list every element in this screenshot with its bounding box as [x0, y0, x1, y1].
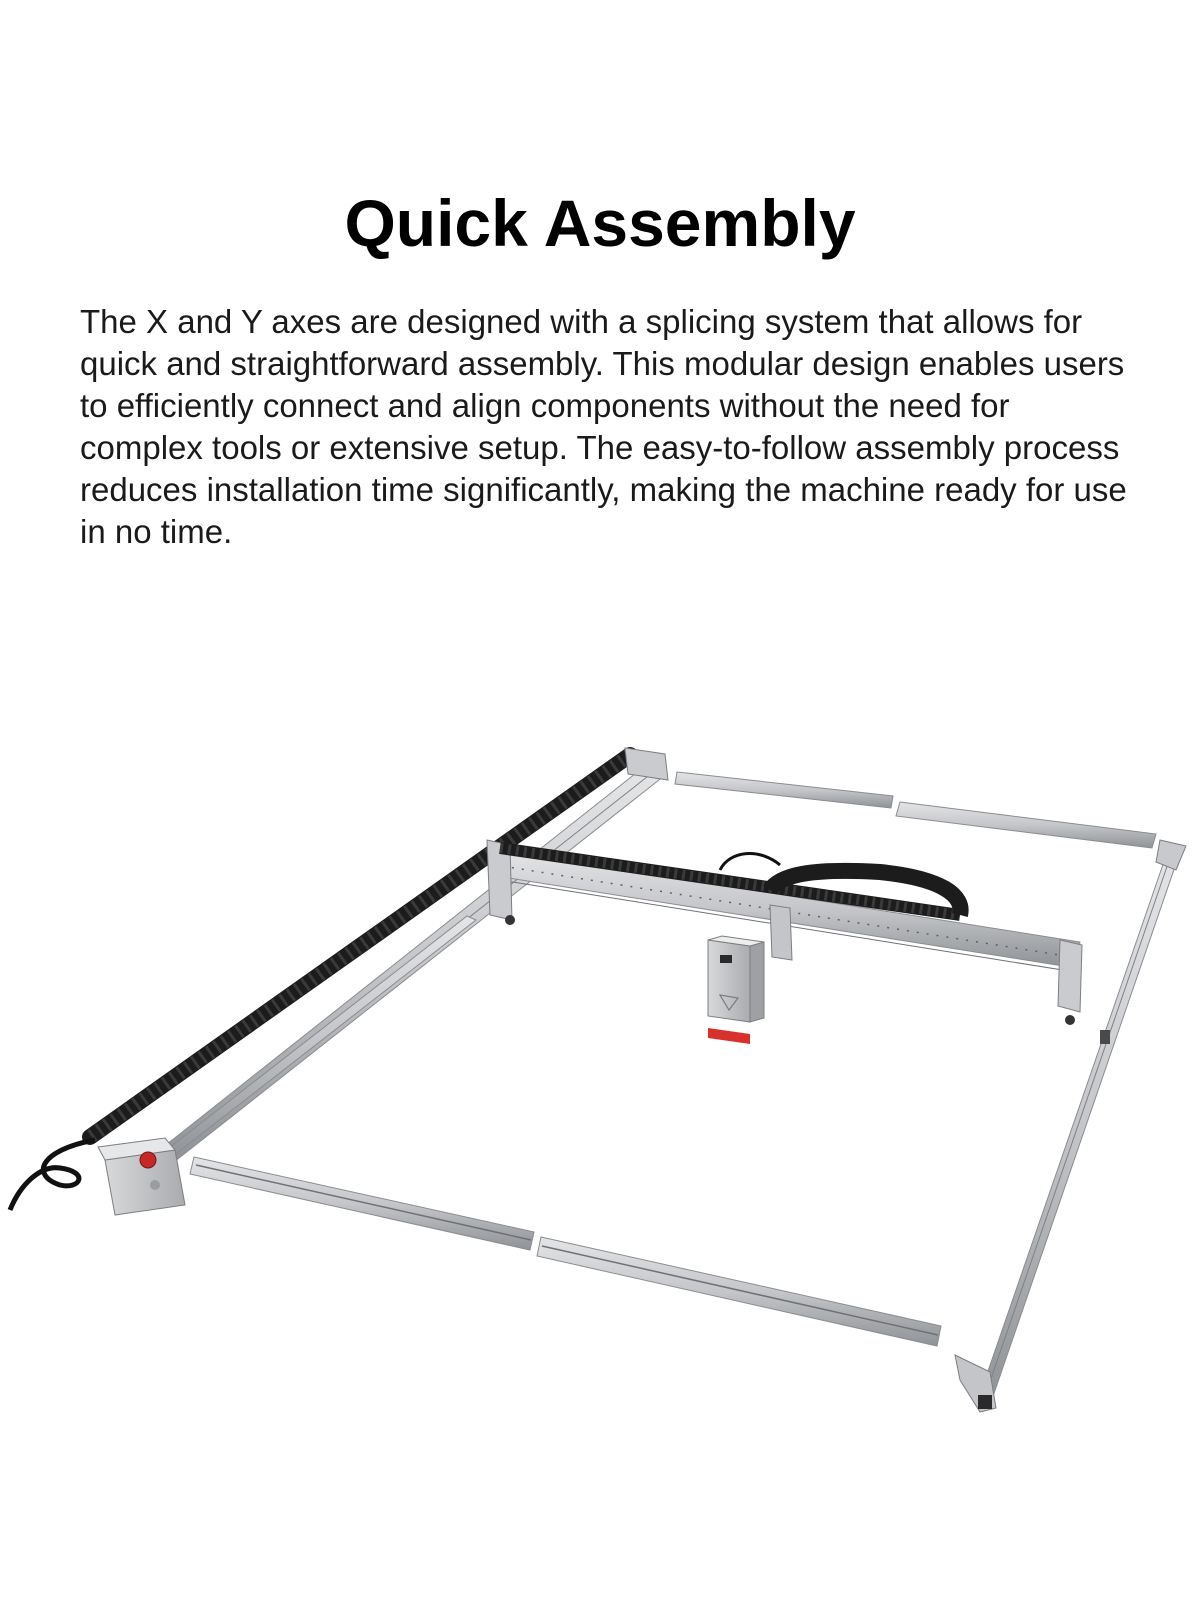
bottom-rail-segment-right: [537, 1237, 941, 1346]
left-y-rail: [152, 770, 664, 1162]
laser-module: [708, 905, 792, 1044]
cable-chain-y: [10, 755, 630, 1210]
laser-engraver-frame-illustration: [0, 700, 1200, 1420]
top-rail-segment-right: [896, 802, 1156, 848]
page-title: Quick Assembly: [344, 186, 856, 260]
corner-bracket-top-left: [625, 748, 668, 780]
top-rail-segment-left: [675, 772, 893, 808]
control-box: [98, 1138, 185, 1215]
description-text: The X and Y axes are designed with a splicing system that allows for quick and straightforward assembly. This modular design enables users to efficiently connect and align components without the need for complex tools or extensive setup. The easy-to-follow assembly process reduces installation time significantly, making the machine ready for use in no time.: [80, 303, 1127, 550]
right-y-rail: [955, 840, 1186, 1412]
bottom-rail-segment-left: [190, 1157, 534, 1250]
